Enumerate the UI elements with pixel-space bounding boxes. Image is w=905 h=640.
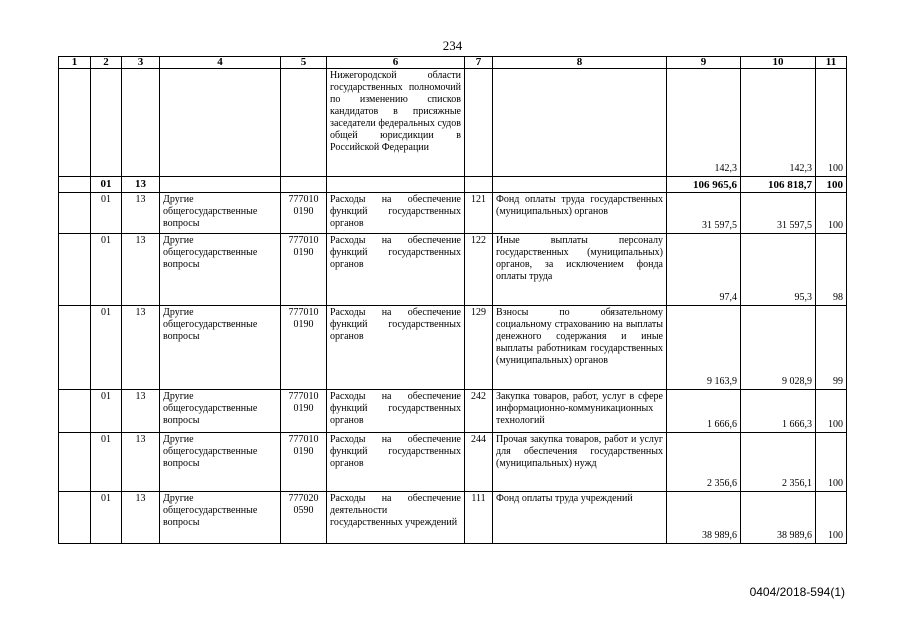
cell-subsection: 13 — [122, 492, 160, 544]
cell-subsection: 13 — [122, 193, 160, 234]
cell-name: Другие общегосударственные вопросы — [160, 390, 281, 433]
column-header: 1 — [59, 57, 91, 69]
cell-col1 — [59, 492, 91, 544]
cell-name: Другие общегосударственные вопросы — [160, 433, 281, 492]
header-row — [59, 57, 847, 69]
table-row — [59, 390, 847, 433]
cell-target-code: 777010 0190 — [281, 390, 327, 433]
cell-percent: 100 — [816, 492, 847, 544]
document-code: 0404/2018-594(1) — [749, 585, 845, 599]
cell-target-code: 777010 0190 — [281, 234, 327, 306]
cell-target-code: 777020 0590 — [281, 492, 327, 544]
column-header: 6 — [327, 57, 465, 69]
cell-expense-type: 111 — [465, 492, 493, 544]
cell-name: Другие общегосударственные вопросы — [160, 306, 281, 390]
cell-percent: 99 — [816, 306, 847, 390]
column-header: 7 — [465, 57, 493, 69]
table-row — [59, 306, 847, 390]
cell-name — [160, 69, 281, 177]
cell-expense-type: 121 — [465, 193, 493, 234]
table-row — [59, 492, 847, 544]
cell-actual: 9 028,9 — [741, 306, 816, 390]
column-header: 11 — [816, 57, 847, 69]
cell-expense-name — [493, 177, 667, 193]
cell-expense-name: Фонд оплаты труда учреждений — [493, 492, 667, 544]
cell-plan: 9 163,9 — [667, 306, 741, 390]
cell-expense-name — [493, 69, 667, 177]
cell-section: 01 — [91, 234, 122, 306]
cell-description: Нижегородской области государственных полномочий по изменению списков кандидатов в присяжные заседатели федеральных судов общей юрисдикции в Российской Федерации — [327, 69, 465, 177]
cell-expense-name: Фонд оплаты труда государственных (муниципальных) органов — [493, 193, 667, 234]
cell-expense-type — [465, 177, 493, 193]
cell-description: Расходы на обеспечение деятельности государственных учреждений — [327, 492, 465, 544]
cell-name: Другие общегосударственные вопросы — [160, 193, 281, 234]
cell-actual: 106 818,7 — [741, 177, 816, 193]
cell-actual: 1 666,3 — [741, 390, 816, 433]
cell-section: 01 — [91, 177, 122, 193]
cell-section: 01 — [91, 390, 122, 433]
cell-plan: 142,3 — [667, 69, 741, 177]
column-header: 4 — [160, 57, 281, 69]
cell-plan: 1 666,6 — [667, 390, 741, 433]
cell-actual: 95,3 — [741, 234, 816, 306]
budget-table — [58, 56, 847, 544]
cell-col1 — [59, 69, 91, 177]
cell-plan: 38 989,6 — [667, 492, 741, 544]
cell-percent: 100 — [816, 193, 847, 234]
cell-expense-type: 244 — [465, 433, 493, 492]
cell-col1 — [59, 433, 91, 492]
cell-subsection: 13 — [122, 433, 160, 492]
cell-description: Расходы на обеспечение функций государственных органов — [327, 234, 465, 306]
cell-expense-name: Закупка товаров, работ, услуг в сфере информационно-коммуникационных технологий — [493, 390, 667, 433]
cell-expense-type: 122 — [465, 234, 493, 306]
cell-expense-type — [465, 69, 493, 177]
cell-target-code: 777010 0190 — [281, 193, 327, 234]
cell-subsection: 13 — [122, 177, 160, 193]
table-row — [59, 69, 847, 177]
cell-target-code: 777010 0190 — [281, 433, 327, 492]
cell-target-code — [281, 69, 327, 177]
cell-expense-name: Взносы по обязательному социальному страхованию на выплаты денежного содержания и иные выплаты работникам государственных (муниципальных) органов — [493, 306, 667, 390]
cell-name — [160, 177, 281, 193]
cell-actual: 2 356,1 — [741, 433, 816, 492]
cell-expense-name: Прочая закупка товаров, работ и услуг для обеспечения государственных (муниципальных) нужд — [493, 433, 667, 492]
cell-percent: 100 — [816, 390, 847, 433]
cell-col1 — [59, 193, 91, 234]
column-header: 10 — [741, 57, 816, 69]
cell-plan: 2 356,6 — [667, 433, 741, 492]
cell-subsection: 13 — [122, 390, 160, 433]
cell-subsection: 13 — [122, 306, 160, 390]
cell-section — [91, 69, 122, 177]
cell-target-code — [281, 177, 327, 193]
cell-name: Другие общегосударственные вопросы — [160, 492, 281, 544]
cell-section: 01 — [91, 433, 122, 492]
cell-col1 — [59, 390, 91, 433]
cell-percent: 100 — [816, 177, 847, 193]
cell-plan: 31 597,5 — [667, 193, 741, 234]
cell-actual: 142,3 — [741, 69, 816, 177]
cell-percent: 98 — [816, 234, 847, 306]
cell-description: Расходы на обеспечение функций государственных органов — [327, 390, 465, 433]
cell-section: 01 — [91, 193, 122, 234]
column-header: 5 — [281, 57, 327, 69]
cell-expense-type: 129 — [465, 306, 493, 390]
cell-expense-type: 242 — [465, 390, 493, 433]
cell-description: Расходы на обеспечение функций государственных органов — [327, 306, 465, 390]
cell-description — [327, 177, 465, 193]
column-header: 9 — [667, 57, 741, 69]
cell-actual: 31 597,5 — [741, 193, 816, 234]
cell-actual: 38 989,6 — [741, 492, 816, 544]
cell-col1 — [59, 177, 91, 193]
cell-plan: 106 965,6 — [667, 177, 741, 193]
column-header: 8 — [493, 57, 667, 69]
table-row — [59, 177, 847, 193]
cell-target-code: 777010 0190 — [281, 306, 327, 390]
column-header: 2 — [91, 57, 122, 69]
cell-section: 01 — [91, 306, 122, 390]
cell-subsection — [122, 69, 160, 177]
cell-col1 — [59, 306, 91, 390]
cell-subsection: 13 — [122, 234, 160, 306]
column-header: 3 — [122, 57, 160, 69]
cell-percent: 100 — [816, 69, 847, 177]
cell-percent: 100 — [816, 433, 847, 492]
cell-description: Расходы на обеспечение функций государственных органов — [327, 433, 465, 492]
cell-plan: 97,4 — [667, 234, 741, 306]
cell-description: Расходы на обеспечение функций государственных органов — [327, 193, 465, 234]
page-number: 234 — [442, 38, 463, 53]
cell-col1 — [59, 234, 91, 306]
table-row — [59, 433, 847, 492]
table-row — [59, 193, 847, 234]
cell-expense-name: Иные выплаты персоналу государственных (муниципальных) органов, за исключением фонда оплаты труда — [493, 234, 667, 306]
cell-name: Другие общегосударственные вопросы — [160, 234, 281, 306]
table-row — [59, 234, 847, 306]
cell-section: 01 — [91, 492, 122, 544]
